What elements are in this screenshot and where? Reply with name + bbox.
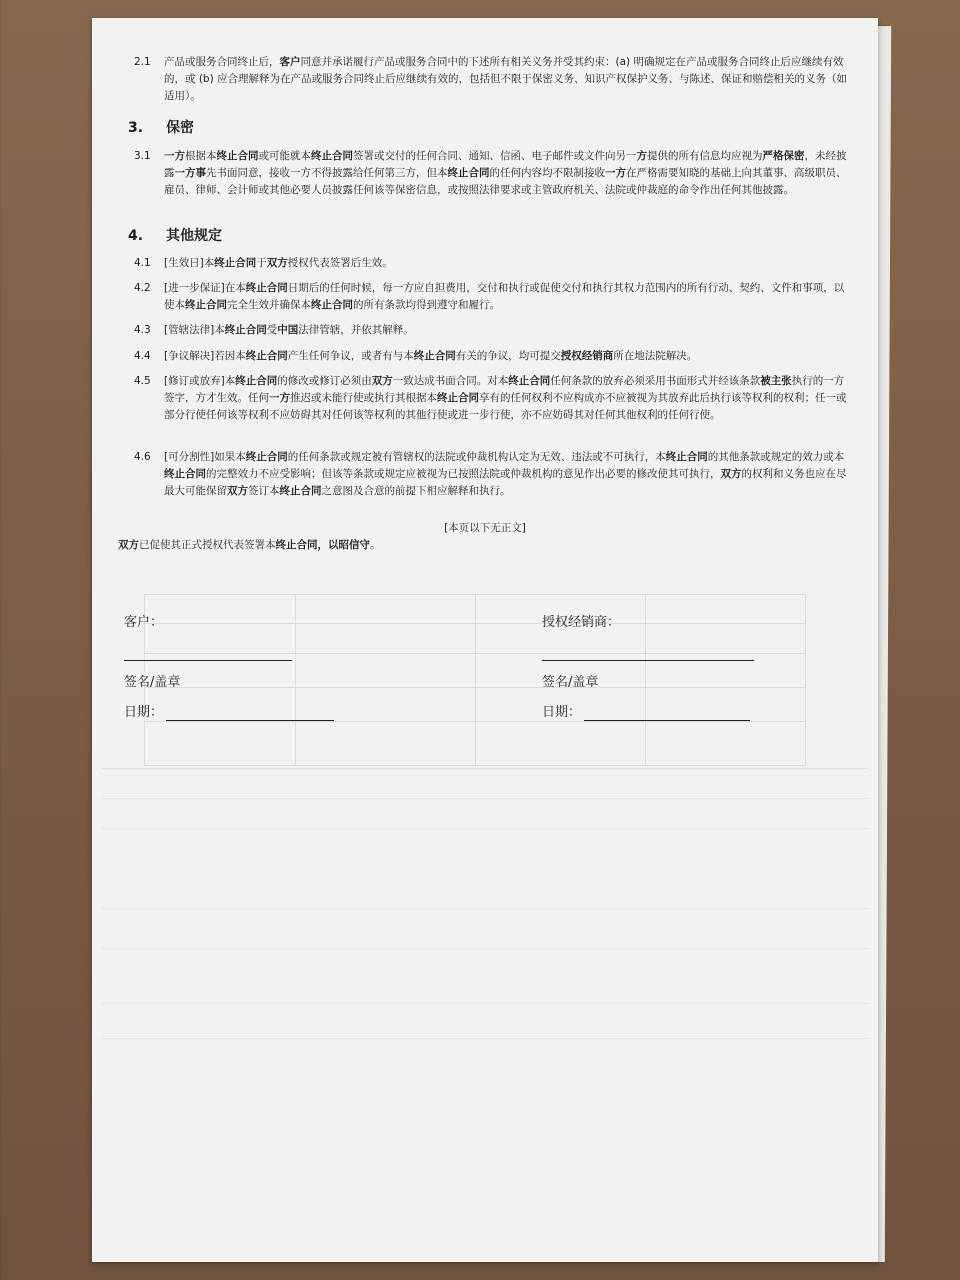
- text-run: [可分割性]如果本: [164, 451, 246, 463]
- document-page: [92, 18, 878, 1262]
- bold-run: 双方: [118, 539, 139, 551]
- bold-run: 双方: [720, 468, 742, 480]
- bold-run: 终止合同: [235, 375, 278, 387]
- clause-3-1: [134, 148, 848, 199]
- dealer-sign-seal-label: 签名/盖章: [542, 675, 599, 690]
- text-run: 推迟或未能行使或执行其根据本: [290, 392, 437, 404]
- clause-text: [164, 373, 848, 424]
- text-run: 的完整效力不应受影响；但该等条款或规定应被视为已按照法院或仲裁机构的意见作出必要的修改使其可执行，: [206, 468, 721, 480]
- customer-sign-seal-label: 签名/盖章: [124, 675, 181, 690]
- text-run: 的任何内容均不限制接收: [489, 167, 605, 179]
- clause-4-1: [134, 255, 848, 272]
- bold-run: 终止合同: [447, 167, 490, 179]
- text-run: 的权利和义务也应在尽最大可能保留: [164, 468, 847, 497]
- text-run: 享有的任何权利不应构成亦不应被视为其放弃此后执行该等权利的权利；任一或部分行使任何该等权利不应妨碍其对任何该等权利的其他行使或进一步行使，亦不应妨碍其对任何其他权利的任何行使。: [164, 392, 847, 421]
- bold-run: 方: [636, 150, 647, 162]
- bleed-through-line: [102, 1038, 868, 1040]
- bold-run: ，以昭信守: [317, 539, 370, 551]
- customer-name-line[interactable]: [124, 660, 292, 661]
- clause-4-3: [134, 322, 848, 339]
- clause-number: 4.1: [134, 257, 151, 269]
- clause-text: [164, 322, 848, 339]
- bold-run: 终止合同: [437, 392, 479, 404]
- section-title: 保密: [166, 120, 194, 136]
- section-title: 其他规定: [166, 228, 222, 244]
- bleed-through-table: [144, 594, 806, 766]
- text-run: 之意图及合意的前提下相应解释和执行。: [321, 485, 511, 497]
- text-run: 的任何条款或规定被有管辖权的法院或仲裁机构认定为无效、违法或不可执行，本: [287, 451, 666, 463]
- text-run: 产生任何争议，或者有与本: [287, 350, 414, 362]
- bold-run: 终止合同: [665, 451, 708, 463]
- bleed-through-line: [102, 948, 868, 950]
- text-run: 提供的所有信息均应视为: [647, 150, 763, 162]
- text-run: 任何条款的放弃必须采用书面形式并经该条款: [550, 375, 761, 387]
- clause-text: [164, 449, 848, 500]
- clause-number: 4.6: [134, 451, 151, 463]
- text-run: 的修改或修订必须由: [277, 375, 372, 387]
- text-run: 完全生效并确保本: [227, 299, 311, 311]
- clause-number: 4.5: [134, 375, 151, 387]
- bold-run: 终止合同: [508, 375, 551, 387]
- text-run: ，未经披露: [164, 150, 847, 179]
- dealer-name-line[interactable]: [542, 660, 754, 661]
- end-of-text-note: [本页以下无正文]: [444, 522, 526, 534]
- bold-run: 终止合同: [279, 485, 322, 497]
- text-run: 于: [256, 257, 267, 269]
- text-run: [管辖法律]本: [164, 324, 225, 336]
- text-run: 受: [266, 324, 278, 336]
- section-number: 4.: [128, 228, 144, 244]
- bold-run: 被主张: [760, 375, 792, 387]
- clause-text: [164, 54, 848, 105]
- text-run: 有关的争议，均可提交: [455, 350, 561, 362]
- bold-run: 终止合同: [311, 299, 353, 311]
- clause-text: [164, 348, 848, 365]
- section-number: 3.: [128, 120, 144, 136]
- bold-run: 终止合同: [245, 451, 288, 463]
- bold-run: 一方: [164, 150, 185, 162]
- clause-number: 4.3: [134, 324, 151, 336]
- dealer-date-label: 日期：: [542, 705, 582, 720]
- bold-run: 中国: [277, 324, 299, 336]
- bold-run: 一方: [269, 392, 290, 404]
- text-run: [争议解决]若因本: [164, 350, 246, 362]
- text-run: 的其他条款或规定的效力或本: [707, 451, 845, 463]
- text-run: 的所有条款均得到遵守和履行。: [353, 299, 500, 311]
- text-run: [进一步保证]在本: [164, 282, 246, 294]
- bleed-through-line: [102, 828, 868, 830]
- text-run: [生效日]本: [164, 257, 215, 269]
- text-run: 产品或服务合同终止后，: [164, 56, 280, 68]
- bold-run: 一方事: [174, 167, 206, 179]
- dealer-date-line[interactable]: [584, 720, 750, 721]
- clause-text: [164, 280, 848, 314]
- bold-run: 终止合同: [245, 350, 288, 362]
- text-run: 同意并承诺履行产品或服务合同中的下述所有相关义务并受其约束：(a) 明确规定在产品或服务合同终止后应继续有效的，或 (b) 应合理解释为在产品或服务合同终止后应继续有效的，包括但不限于保密义务、知识产权保护义务、与陈述、保证和赔偿相关的义务（如适用）。: [164, 56, 848, 102]
- text-run: 。: [370, 539, 381, 551]
- bold-run: 客户: [279, 56, 301, 68]
- text-run: 日期后的任何时候，每一方应自担费用，交付和执行或促使交付和执行其权力范围内的所有行动、契约、文件和事项，以使本: [164, 282, 845, 311]
- text-run: 执行的一方签字，方才生效。任何: [164, 375, 845, 404]
- text-run: 或可能就本: [258, 150, 311, 162]
- bold-run: 一方: [605, 167, 626, 179]
- text-run: 法律管辖，并依其解释。: [298, 324, 414, 336]
- clause-4-6: [134, 449, 848, 500]
- clause-4-4: [134, 348, 848, 365]
- bold-run: 终止合同: [275, 539, 318, 551]
- bold-run: 终止合同: [214, 257, 257, 269]
- dealer-label: 授权经销商：: [542, 615, 621, 630]
- section-3-heading: [128, 118, 194, 138]
- customer-date-line[interactable]: [166, 720, 334, 721]
- bold-run: 双方: [227, 485, 248, 497]
- clause-text: [164, 255, 848, 272]
- text-run: 已促使其正式授权代表签署本: [139, 539, 276, 551]
- bold-run: 严格保密: [762, 150, 805, 162]
- customer-label: 客户：: [124, 615, 164, 630]
- bleed-through-line: [102, 1003, 868, 1005]
- clause-text: [164, 148, 848, 199]
- bold-run: 终止合同: [413, 350, 456, 362]
- bold-run: 双方: [266, 257, 288, 269]
- witness-statement: [118, 537, 381, 554]
- section-4-heading: [128, 226, 222, 246]
- text-run: 一致达成书面合同。对本: [392, 375, 509, 387]
- clause-2-1: [134, 54, 848, 105]
- text-run: [修订或放弃]本: [164, 375, 236, 387]
- text-run: 签订本: [248, 485, 280, 497]
- bold-run: 终止合同: [216, 150, 259, 162]
- text-run: 根据本: [185, 150, 217, 162]
- bold-run: 终止合同: [164, 468, 206, 480]
- text-run: 授权代表签署后生效。: [287, 257, 393, 269]
- clause-number: 4.2: [134, 282, 151, 294]
- bold-run: 授权经销商: [560, 350, 614, 362]
- clause-number: 4.4: [134, 350, 151, 362]
- bold-run: 终止合同: [224, 324, 267, 336]
- clause-4-5: [134, 373, 848, 424]
- bold-run: 终止合同: [185, 299, 227, 311]
- clause-4-2: [134, 280, 848, 314]
- text-run: 签署或交付的任何合同、通知、信函、电子邮件或文件向另一: [353, 150, 637, 162]
- clause-number: 2.1: [134, 56, 151, 68]
- clause-number: 3.1: [134, 150, 151, 162]
- text-run: 在严格需要知晓的基础上向其董事、高级职员、雇员、律师、会计师或其他必要人员披露任何该等保密信息，或按照法律要求或主管政府机关、法院或仲裁庭的命令作出任何其他披露。: [164, 167, 847, 196]
- bold-run: 双方: [371, 375, 393, 387]
- bold-run: 终止合同: [311, 150, 353, 162]
- bold-run: 终止合同: [245, 282, 288, 294]
- customer-date-label: 日期：: [124, 705, 164, 720]
- bleed-through-line: [102, 908, 868, 910]
- text-run: 先书面同意，接收一方不得披露给任何第三方，但本: [206, 167, 448, 179]
- text-run: 所在地法院解决。: [613, 350, 698, 362]
- bleed-through-line: [102, 798, 868, 800]
- bleed-through-line: [102, 768, 868, 770]
